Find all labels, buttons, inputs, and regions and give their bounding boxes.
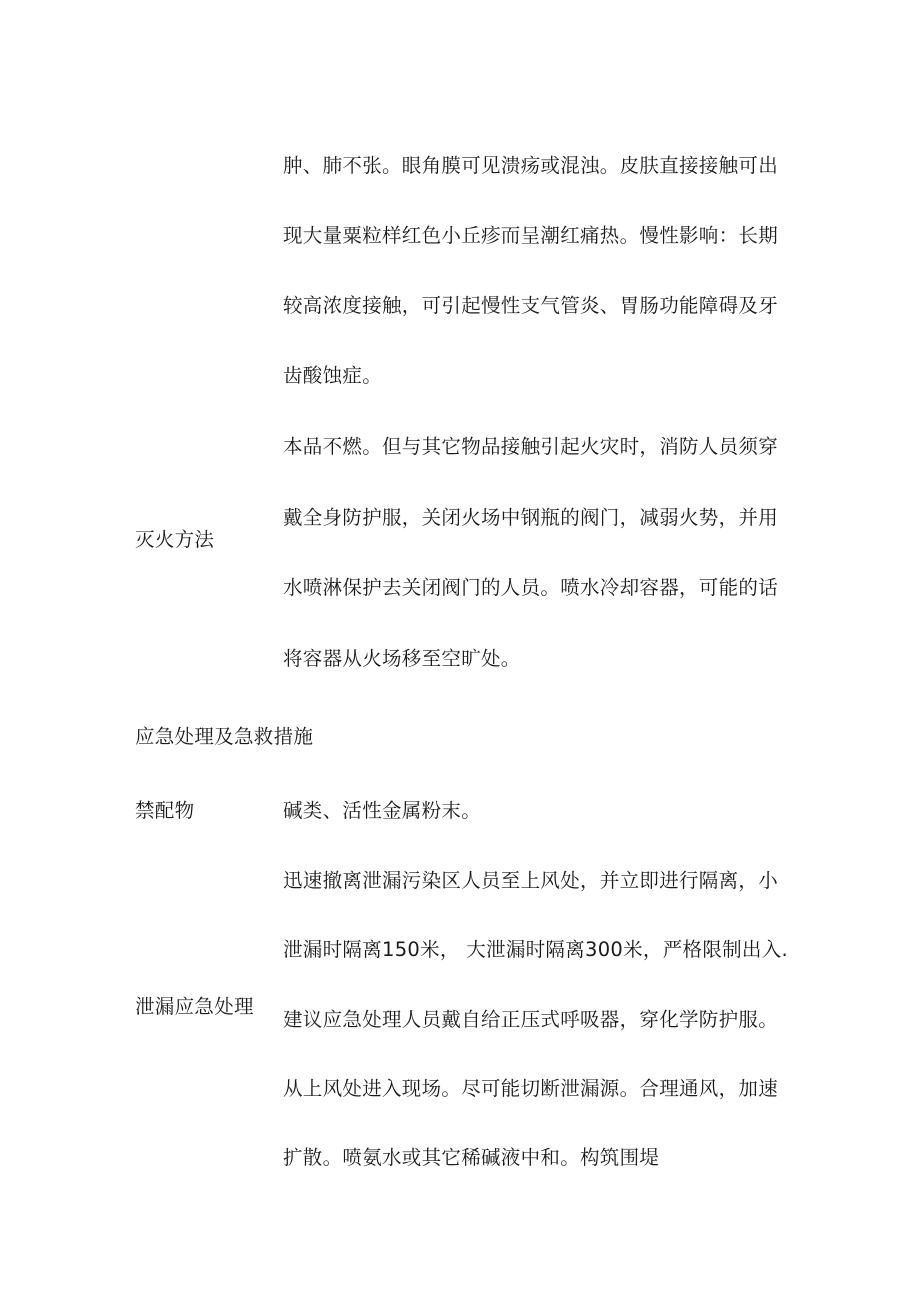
fire-fighting-line-4: 将容器从火场移至空旷处。	[283, 647, 521, 670]
spill-response-line-1: 迅速撤离泄漏污染区人员至上风处，并立即进行隔离，小	[283, 869, 779, 892]
fire-fighting-line-3: 水喷淋保护去关闭阀门的人员。喷水冷却容器，可能的话	[283, 576, 779, 599]
fire-fighting-line-2: 戴全身防护服，关闭火场中钢瓶的阀门，减弱火势，并用	[283, 506, 779, 529]
spill-response-line-5: 扩散。喷氨水或其它稀碱液中和。构筑围堤	[283, 1146, 660, 1169]
emergency-section-title: 应急处理及急救措施	[135, 725, 314, 748]
health-effects-line-1: 肿、肺不张。眼角膜可见溃疡或混浊。皮肤直接接触可出	[283, 154, 779, 177]
spill-response-label: 泄漏应急处理	[135, 995, 254, 1018]
incompatible-label: 禁配物	[135, 799, 195, 822]
fire-fighting-label: 灭火方法	[135, 528, 215, 551]
health-effects-line-2: 现大量粟粒样红色小丘疹而呈潮红痛热。慢性影响：长期	[283, 224, 779, 247]
health-effects-line-3: 较高浓度接触，可引起慢性支气管炎、胃肠功能障碍及牙	[283, 294, 779, 317]
incompatible-value: 碱类、活性金属粉末。	[283, 799, 482, 822]
fire-fighting-line-1: 本品不燃。但与其它物品接触引起火灾时，消防人员须穿	[283, 435, 779, 458]
spill-response-line-2: 泄漏时隔离150米， 大泄漏时隔离300米，严格限制出入.	[283, 938, 789, 961]
health-effects-line-4: 齿酸蚀症。	[283, 364, 383, 387]
spill-response-line-3: 建议应急处理人员戴自给正压式呼吸器，穿化学防护服。	[283, 1008, 779, 1031]
spill-response-line-4: 从上风处进入现场。尽可能切断泄漏源。合理通风，加速	[283, 1077, 779, 1100]
